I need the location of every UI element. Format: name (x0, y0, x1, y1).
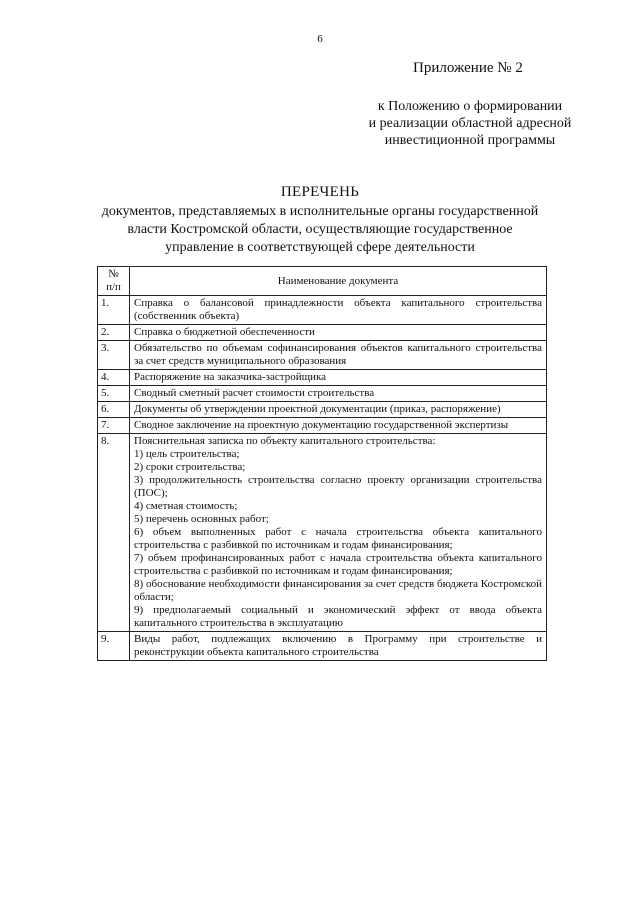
row-number: 4. (98, 370, 130, 386)
table-row (98, 386, 547, 402)
row-document-name (130, 296, 547, 325)
header-number (98, 267, 130, 296)
documents-table (97, 266, 546, 661)
row-number: 2. (98, 325, 130, 341)
row-document-name (130, 370, 547, 386)
document-subtitle (60, 203, 580, 257)
row-number: 5. (98, 386, 130, 402)
document-title: ПЕРЕЧЕНЬ (280, 184, 360, 200)
row-document-name (130, 632, 547, 661)
row-document-name (130, 341, 547, 370)
table-row (98, 418, 547, 434)
row-number: 3. (98, 341, 130, 370)
document-line: Справка о бюджетной обеспеченности (134, 326, 315, 338)
row-document-name (130, 434, 547, 632)
row-number: 9. (98, 632, 130, 661)
document-line: Обязательство по объемам софинансирования объектов капитального строительства за счет средств муниципального образования (134, 342, 542, 367)
table-header-row (98, 267, 547, 296)
row-document-name (130, 325, 547, 341)
document-line: 9) предполагаемый социальный и экономический эффект от ввода объекта капитального строительства в эксплуатацию (134, 604, 542, 629)
row-document-name (130, 386, 547, 402)
subtitle-line: власти Костромской области, осуществляющие государственное (127, 222, 513, 237)
document-line: Виды работ, подлежащих включению в Программу при строительстве и реконструкции объекта капитального строительства (134, 633, 542, 658)
document-line: Пояснительная записка по объекту капитального строительства: (134, 435, 436, 447)
table-row (98, 370, 547, 386)
document-line: Справка о балансовой принадлежности объекта капитального строительства (собственник объекта) (134, 297, 542, 322)
row-document-name (130, 402, 547, 418)
reference-line: и реализации областной адресной (368, 116, 572, 131)
header-number-line: п/п (106, 281, 121, 293)
row-number: 6. (98, 402, 130, 418)
reference-line: инвестиционной программы (384, 133, 556, 148)
document-line: Документы об утверждении проектной документации (приказ, распоряжение) (134, 403, 501, 415)
document-line: Распоряжение на заказчика-застройщика (134, 371, 327, 383)
table-row (98, 296, 547, 325)
document-line: 7) объем профинансированных работ с начала строительства объекта капитального строительства с разбивкой по источникам и годам финансирования; (134, 552, 542, 577)
document-line: 3) продолжительность строительства согласно проекту организации строительства (ПОС); (134, 474, 542, 499)
reference-line: к Положению о формировании (377, 99, 563, 114)
subtitle-line: документов, представляемых в исполнительные органы государственной (101, 204, 539, 219)
appendix-label: Приложение № 2 (413, 60, 523, 76)
document-line: 6) объем выполненных работ с начала строительства объекта капитального строительства с разбивкой по источникам и годам финансирования; (134, 526, 542, 551)
document-line: 5) перечень основных работ; (134, 513, 269, 525)
table-row (98, 402, 547, 418)
page-number: 6 (317, 33, 323, 45)
header-number-line: № (108, 268, 119, 280)
document-line: Сводный сметный расчет стоимости строительства (134, 387, 375, 399)
table-row (98, 341, 547, 370)
row-number: 7. (98, 418, 130, 434)
document-line: 2) сроки строительства; (134, 461, 246, 473)
row-document-name (130, 418, 547, 434)
table-row (98, 632, 547, 661)
subtitle-line: управление в соответствующей сфере деятельности (165, 240, 475, 255)
table-row (98, 325, 547, 341)
row-number: 8. (98, 434, 130, 632)
document-line: Сводное заключение на проектную документацию государственной экспертизы (134, 419, 509, 431)
document-line: 8) обоснование необходимости финансирования за счет средств бюджета Костромской области; (134, 578, 542, 603)
header-document-name: Наименование документа (130, 267, 547, 296)
document-line: 4) сметная стоимость; (134, 500, 238, 512)
row-number: 1. (98, 296, 130, 325)
table-row (98, 434, 547, 632)
appendix-reference (300, 98, 640, 149)
document-line: 1) цель строительства; (134, 448, 240, 460)
